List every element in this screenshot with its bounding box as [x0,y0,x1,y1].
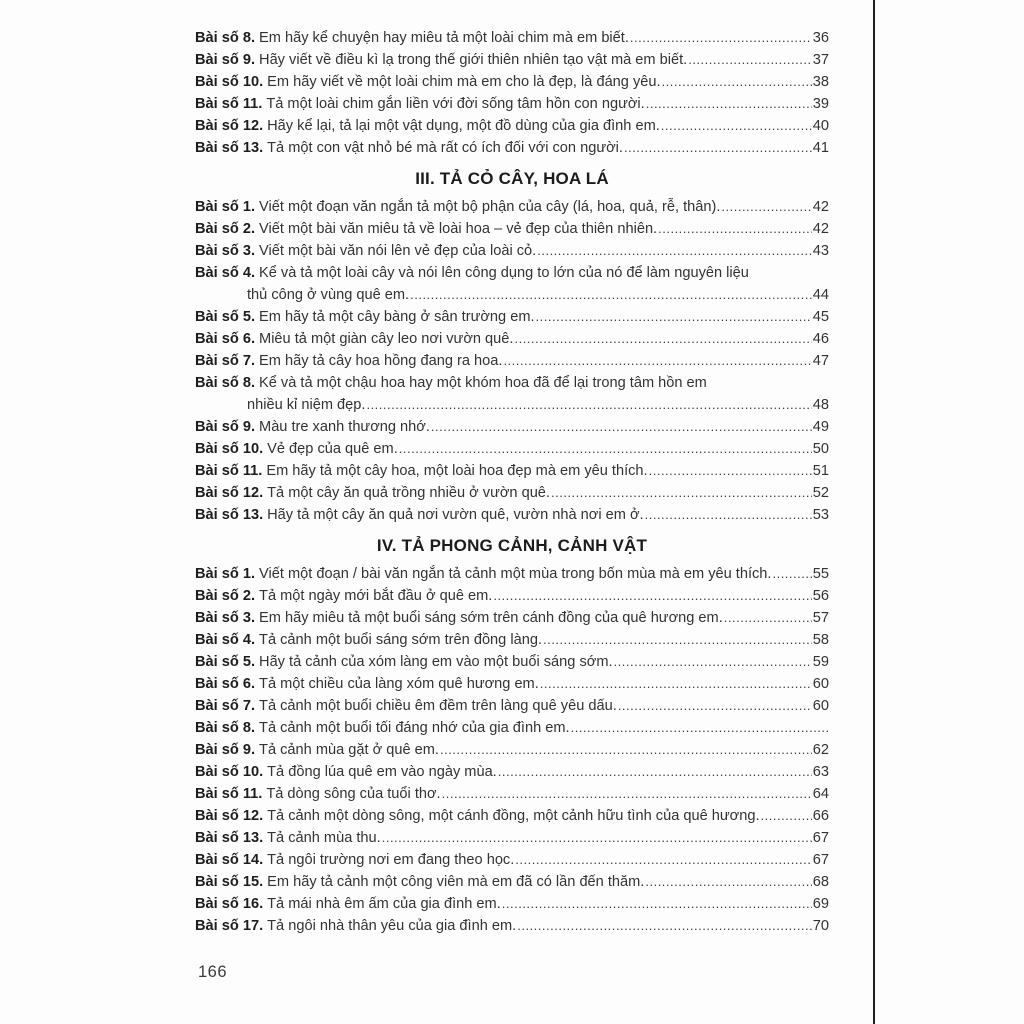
toc-entry [195,482,829,504]
dot-leader [537,240,812,262]
entry-text: Tả một cây ăn quả trồng nhiều ở vườn quê. [267,485,550,501]
toc-entry [195,218,829,240]
entry-label: Bài số 6. [195,676,256,692]
dot-leader [551,482,812,504]
entry-label: Bài số 13. [195,507,264,523]
entry-label: Bài số 1. [195,199,256,215]
entry-text: Em hãy kể chuyện hay miêu tả một loài chim mà em biết. [259,30,629,46]
entry-text: Tả ngôi trường nơi em đang theo học. [267,852,515,868]
entry-label: Bài số 12. [195,808,264,824]
toc-entry [195,416,829,438]
entry-label: Bài số 3. [195,243,256,259]
entry-label: Bài số 3. [195,610,256,626]
entry-label: Bài số 7. [195,353,256,369]
entry-text: Tả một loài chim gắn liền với đời sống tâm hồn con người. [266,96,645,112]
entry-label: Bài số 2. [195,588,256,604]
entry-page-number: 64 [812,786,829,802]
dot-leader [658,218,812,240]
entry-page-number: 40 [812,118,829,134]
entry-label: Bài số 10. [195,764,264,780]
dot-leader [493,585,811,607]
entry-label: Bài số 6. [195,331,256,347]
entry-page-number: 56 [812,588,829,604]
dot-leader [649,460,812,482]
entry-label: Bài số 2. [195,221,256,237]
dot-leader [540,673,812,695]
entry-label: Bài số 16. [195,896,264,912]
entry-page-number: 62 [812,742,829,758]
entry-label: Bài số 14. [195,852,264,868]
entry-page-number: 53 [812,507,829,523]
entry-text: Tả cảnh mùa gặt ở quê em. [259,742,439,758]
section-header: IV. TẢ PHONG CẢNH, CẢNH VẬT [376,536,648,555]
toc-entry [195,460,829,482]
entry-page-number: 59 [812,654,829,670]
entry-text: Viết một bài văn miêu tả về loài hoa – vẻ đẹp của thiên nhiên. [259,221,658,237]
entry-page-number: 60 [812,676,829,692]
toc-entry [195,651,829,673]
entry-text: Tả một chiều của làng xóm quê hương em. [259,676,539,692]
entry-page-number: 37 [812,52,829,68]
entry-text: Tả cảnh mùa thu. [267,830,381,846]
entry-text: Em hãy viết về một loài chim mà em cho là đẹp, là đáng yêu. [267,74,661,90]
toc-entry [195,504,829,526]
entry-text: Kể và tả một loài cây và nói lên công dụng to lớn của nó để làm nguyên liệu [259,265,749,281]
entry-text: Tả cảnh một buổi tối đáng nhớ của gia đình em. [259,720,570,736]
entry-page-number: 52 [812,485,829,501]
dot-leader [399,438,812,460]
entry-page-number: 43 [812,243,829,259]
dot-leader [517,915,812,937]
entry-label: Bài số 17. [195,918,264,934]
entry-text: Em hãy tả một cây bàng ở sân trường em. [259,309,535,325]
entry-text: Viết một đoạn văn ngắn tả một bộ phận của cây (lá, hoa, quả, rễ, thân). [259,199,721,215]
entry-page-number: 42 [812,199,829,215]
dot-leader [614,651,812,673]
toc-entry [195,350,829,372]
entry-text: Hãy tả một cây ăn quả nơi vườn quê, vườn nhà nơi em ở. [267,507,644,523]
toc-entry-continuation [195,394,829,416]
toc-entry [195,71,829,93]
dot-leader [431,416,812,438]
entry-page-number: 60 [812,698,829,714]
dot-leader [772,563,811,585]
entry-label: Bài số 8. [195,30,256,46]
entry-text: Tả một ngày mới bắt đầu ở quê em. [259,588,493,604]
entry-label: Bài số 15. [195,874,264,890]
entry-page-number: 42 [812,221,829,237]
entry-page-number: 67 [812,830,829,846]
entry-label: Bài số 11. [195,463,263,479]
entry-text: Em hãy miêu tả một buổi sáng sớm trên cánh đồng của quê hương em. [259,610,723,626]
dot-leader [688,49,812,71]
entry-label: Bài số 10. [195,74,264,90]
dot-leader [410,284,812,306]
page-edge-line [873,0,875,1024]
toc-entry [195,438,829,460]
entry-text: thủ công ở vùng quê em. [247,287,410,303]
entry-text: Hãy tả cảnh của xóm làng em vào một buổi sáng sớm. [259,654,613,670]
dot-leader [515,849,811,871]
entry-text: Kể và tả một chậu hoa hay một khóm hoa đã để lại trong tâm hồn em [259,375,707,391]
entry-page-number: 57 [812,610,829,626]
entry-label: Bài số 5. [195,309,256,325]
toc-entry [195,49,829,71]
dot-leader [442,783,812,805]
entry-text: nhiều kỉ niệm đẹp. [247,397,366,413]
entry-text: Hãy kể lại, tả lại một vật dụng, một đồ dùng của gia đình em. [267,118,660,134]
entry-text: Màu tre xanh thương nhớ. [259,419,430,435]
dot-leader [645,871,811,893]
dot-leader [721,196,811,218]
toc-entry [195,563,829,585]
toc-entry [195,328,829,350]
toc-entry [195,196,829,218]
entry-page-number: 69 [812,896,829,912]
entry-text: Viết một đoạn / bài văn ngắn tả cảnh một mùa trong bốn mùa mà em yêu thích. [259,566,772,582]
toc-entry-continuation [195,284,829,306]
dot-leader [724,607,812,629]
entry-text: Viết một bài văn nói lên vẻ đẹp của loài cỏ. [259,243,537,259]
entry-text: Hãy viết về điều kì lạ trong thế giới thiên nhiên tạo vật mà em biết. [259,52,688,68]
entry-page-number: 39 [812,96,829,112]
entry-page-number: 55 [812,566,829,582]
entry-label: Bài số 12. [195,485,264,501]
toc-entry [195,607,829,629]
dot-leader [498,761,812,783]
entry-label: Bài số 10. [195,441,264,457]
entry-page-number: 58 [812,632,829,648]
dot-leader [502,893,812,915]
entry-page-number: 70 [812,918,829,934]
entry-label: Bài số 5. [195,654,256,670]
entry-page-number: 50 [812,441,829,457]
dot-leader [543,629,812,651]
entry-label: Bài số 12. [195,118,264,134]
dot-leader [503,350,811,372]
toc-entry [195,115,829,137]
entry-text: Tả một con vật nhỏ bé mà rất có ích đối với con người. [267,140,623,156]
toc-entry [195,783,829,805]
toc-entry [195,761,829,783]
entry-page-number: 45 [812,309,829,325]
entry-label: Bài số 11. [195,96,263,112]
dot-leader [661,115,812,137]
entry-page-number: 49 [812,419,829,435]
entry-page-number: 51 [812,463,829,479]
toc-entry [195,695,829,717]
entry-page-number: 67 [812,852,829,868]
dot-leader [382,827,812,849]
entry-text: Em hãy tả một cây hoa, một loài hoa đẹp mà em yêu thích. [266,463,648,479]
entry-text: Tả cảnh một buổi sáng sớm trên đồng làng. [259,632,542,648]
entry-text: Vẻ đẹp của quê em. [267,441,398,457]
toc-entry [195,585,829,607]
section-header: III. TẢ CỎ CÂY, HOA LÁ [415,169,609,188]
dot-leader [536,306,812,328]
toc-entry [195,262,829,284]
entry-text: Miêu tả một giàn cây leo nơi vườn quê. [259,331,514,347]
toc-entry [195,827,829,849]
toc-entry [195,717,829,739]
entry-text: Em hãy tả cây hoa hồng đang ra hoa. [259,353,503,369]
toc-entry [195,849,829,871]
entry-text: Tả cảnh một dòng sông, một cánh đồng, một cảnh hữu tình của quê hương. [267,808,760,824]
entry-label: Bài số 9. [195,742,256,758]
toc-entry [195,372,829,394]
toc-entry [195,673,829,695]
entry-text: Em hãy tả cảnh một công viên mà em đã có lần đến thăm. [267,874,645,890]
dot-leader [624,137,812,159]
entry-label: Bài số 1. [195,566,256,582]
entry-page-number: 47 [812,353,829,369]
entry-label: Bài số 8. [195,720,256,736]
entry-page-number: 68 [812,874,829,890]
toc-entry [195,306,829,328]
toc-entry [195,93,829,115]
entry-label: Bài số 4. [195,265,256,281]
entry-label: Bài số 13. [195,140,264,156]
dot-leader [646,93,812,115]
dot-leader [645,504,812,526]
dot-leader [440,739,812,761]
entry-page-number: 41 [812,140,829,156]
entry-page-number: 44 [812,287,829,303]
entry-label: Bài số 7. [195,698,256,714]
toc-entry [195,805,829,827]
entry-text: Tả ngôi nhà thân yêu của gia đình em. [267,918,517,934]
toc-content [195,27,829,937]
dot-leader [514,328,811,350]
entry-label: Bài số 9. [195,419,256,435]
entry-page-number: 66 [812,808,829,824]
entry-label: Bài số 4. [195,632,256,648]
toc-entry [195,137,829,159]
toc-entry [195,27,829,49]
toc-entry [195,240,829,262]
entry-text: Tả cảnh một buổi chiều êm đềm trên làng quê yêu dấu. [259,698,617,714]
toc-entry [195,915,829,937]
dot-leader [618,695,812,717]
entry-label: Bài số 9. [195,52,256,68]
entry-label: Bài số 8. [195,375,256,391]
toc-entry [195,893,829,915]
dot-leader [571,717,828,739]
entry-page-number: 36 [812,30,829,46]
dot-leader [630,27,812,49]
entry-page-number: 63 [812,764,829,780]
dot-leader [761,805,812,827]
entry-page-number: 38 [812,74,829,90]
dot-leader [662,71,812,93]
entry-text: Tả mái nhà êm ấm của gia đình em. [267,896,501,912]
toc-entry [195,629,829,651]
toc-entry [195,871,829,893]
entry-text: Tả đồng lúa quê em vào ngày mùa. [267,764,497,780]
entry-label: Bài số 11. [195,786,263,802]
toc-entry [195,739,829,761]
entry-label: Bài số 13. [195,830,264,846]
entry-page-number: 46 [812,331,829,347]
entry-text: Tả dòng sông của tuổi thơ. [266,786,441,802]
entry-page-number: 48 [812,397,829,413]
dot-leader [366,394,811,416]
page-number-footer: 166 [198,963,228,981]
